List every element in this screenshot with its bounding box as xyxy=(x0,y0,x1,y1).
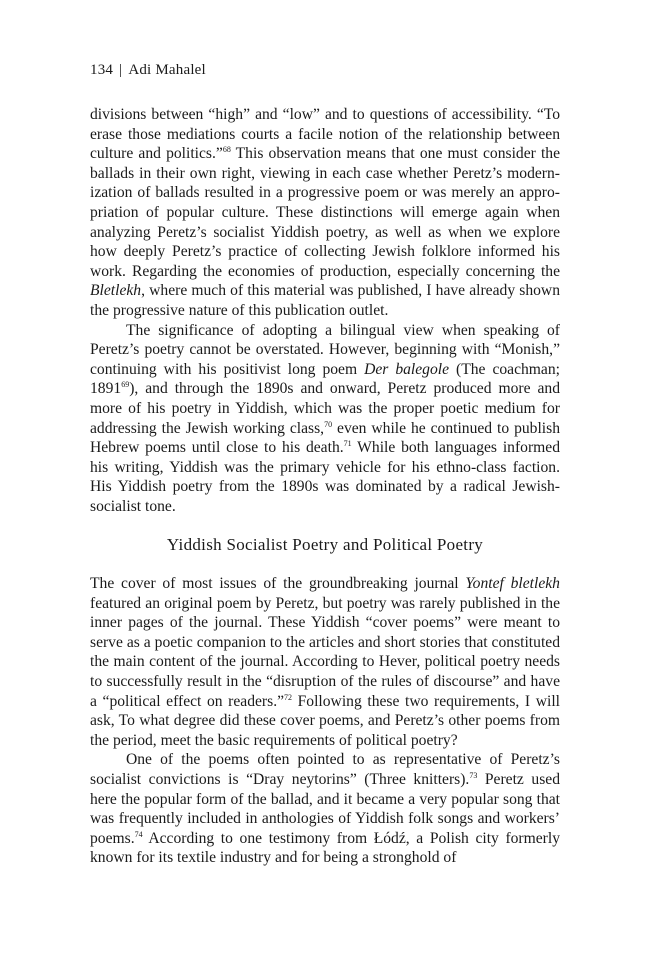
text-run: ), and through the 1890s and onward, Peretz produced more and more of his poetry in Yiddish, which was the proper poetic medium for addressing the Jewish working class, xyxy=(90,380,560,437)
paragraph-2 xyxy=(90,321,560,517)
text-run: According to one testimony from Łódź, a Polish city formerly known for its textile industry and for being a stronghold of xyxy=(90,829,560,867)
text-run: (The coachman; 1891 xyxy=(90,360,560,398)
text-run: The cover of most issues of the groundbreaking journal xyxy=(90,575,466,592)
text-run: even while he continued to publish Hebrew poems until close to his death. xyxy=(90,419,560,457)
header-separator: | xyxy=(119,62,123,78)
section-heading: Yiddish Socialist Poetry and Political Poetry xyxy=(166,535,484,554)
text-run: Following these two requirements, I will ask, To what degree did these cover poems, and Peretz’s other poems from the period, meet the basic requirements of political poetry? xyxy=(90,692,560,749)
body-text-upper xyxy=(90,105,560,516)
text-run: While both languages informed his writing, Yiddish was the primary vehicle for his ethno-class faction. His Yiddish poetry from the 1890s was dominated by a radical Jewish-socialist tone. xyxy=(90,439,560,515)
body-text-lower xyxy=(90,574,560,868)
text-run: featured an original poem by Peretz, but poetry was rarely published in the inner pages of the journal. These Yiddish “cover poems” were meant to serve as a poetic companion to the articles and short stories that constituted the main content of the journal. According to Hever, political poetry needs to successfully result in the “disruption of the rules of discourse” and have a “political effect on readers.” xyxy=(90,594,560,710)
footnote-ref-72: 72 xyxy=(284,692,293,702)
text-run: This observation means that one must consider the ballads in their own right, viewing in each case whether Peretz’s modernization of ballads resulted in a progressive poem or was merely an appropriation of popular culture. These distinctions will emerge again when analyzing Peretz’s socialist Yiddish poetry, as well as when we explore how deeply Peretz’s practice of collecting Jewish folklore informed his work. Regarding the economies of production, especially concerning the xyxy=(90,145,560,280)
text-run: One of the poems often pointed to as representative of Peretz’s socialist convictions is “Dray neytorins” (Three knitters). xyxy=(90,751,560,788)
text-run: Peretz used here the popular form of the ballad, and it became a very popular song that was frequently included in anthologies of Yiddish folk songs and workers’ poems. xyxy=(90,770,561,847)
footnote-ref-73: 73 xyxy=(469,770,478,780)
footnote-ref-69: 69 xyxy=(121,380,130,390)
page-number: 134 xyxy=(90,62,114,78)
footnote-ref-74: 74 xyxy=(134,829,143,839)
paragraph-4 xyxy=(90,750,560,868)
running-head xyxy=(90,62,206,79)
paragraph-3 xyxy=(90,574,560,750)
footnote-ref-71: 71 xyxy=(343,439,352,449)
author-name: Adi Mahalel xyxy=(128,62,206,78)
text-run: The significance of adopting a bilingual view when speaking of Peretz’s poetry cannot be overstated. However, beginning with “Monish,” continuing with his positivist long poem xyxy=(90,321,560,378)
italic-title: Bletlekh xyxy=(90,282,142,300)
footnote-ref-70: 70 xyxy=(324,419,333,429)
text-run: , where much of this material was published, I have already shown the progressive nature of this publication outlet. xyxy=(90,282,560,319)
italic-title: Yontef bletlekh xyxy=(465,575,560,592)
text-run: divisions between “high” and “low” and to questions of accessibility. “To erase those mediations courts a facile notion of the relationship between culture and politics.” xyxy=(90,106,560,163)
paragraph-1 xyxy=(90,105,560,321)
footnote-ref-68: 68 xyxy=(222,145,231,155)
italic-title: Der balegole xyxy=(364,360,450,378)
